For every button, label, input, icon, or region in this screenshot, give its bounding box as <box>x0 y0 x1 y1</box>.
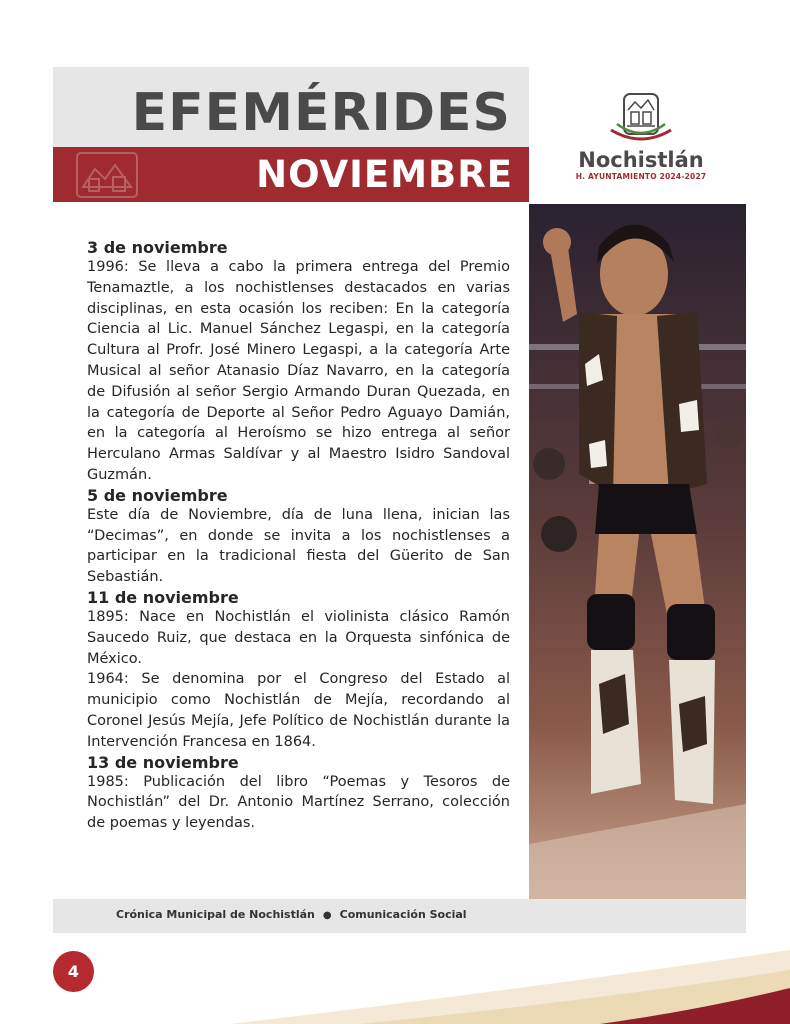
ephemerides-content <box>87 238 510 834</box>
municipal-logo <box>566 90 716 190</box>
entry-date: 3 de noviembre <box>87 238 228 257</box>
page-title: EFEMÉRIDES <box>131 83 511 143</box>
logo-subtitle: H. AYUNTAMIENTO 2024-2027 <box>575 172 707 181</box>
entry-date: 13 de noviembre <box>87 752 239 772</box>
entry-paragraph: 1895: Nace en Nochistlán el violinista clásico Ramón Saucedo Ruiz, que destaca en la Orquesta sinfónica de México. <box>87 608 510 667</box>
page-number: 4 <box>53 951 94 992</box>
decorative-swoosh-icon <box>0 930 790 1024</box>
footer-left-text: Crónica Municipal de Nochistlán <box>116 908 315 921</box>
wrestler-illustration <box>529 204 746 901</box>
entry-date: 11 de noviembre <box>87 587 239 607</box>
entry-paragraph: 1996: Se lleva a cabo la primera entrega del Premio Tenamaztle, a los nochistlenses destacados en varias disciplinas, en esta ocasión los reciben: En la categoría Ciencia al Lic. Manuel Sánchez Legaspi, en la categoría Cultura al Profr. José Minero Legaspi, a la categoría Arte Musical al señor Atanasio Díaz Navarro, en la categoría de Difusión al señor Sergio Armando Duran Quezada, en la categoría de Deporte al Señor Pedro Aguayo Damián, en la categoría al Heroísmo se hizo entrega al señor Herculano Armas Saldívar y al Maestro Isidro Sandoval Guzmán. <box>87 259 510 483</box>
wrestler-photo <box>529 204 746 901</box>
town-watermark-icon <box>75 151 139 199</box>
entry-paragraph: 1985: Publicación del libro “Poemas y Tesoros de Nochistlán” del Dr. Antonio Martínez Serrano, colección de poemas y leyendas. <box>87 773 510 832</box>
entry-date: 5 de noviembre <box>87 485 228 505</box>
page-subtitle: NOVIEMBRE <box>256 153 513 196</box>
footer-bar <box>53 899 746 933</box>
entry-paragraph: 1964: Se denomina por el Congreso del Estado al municipio como Nochistlán de Mejía, recordando al Coronel Jesús Mejía, Jefe Político de Nochistlán durante la Intervención Francesa en 1864. <box>87 671 510 750</box>
footer-right-text: Comunicación Social <box>339 908 467 921</box>
footer-credits <box>116 908 467 921</box>
entry-paragraph: Este día de Noviembre, día de luna llena, inician las “Decimas”, en donde se invita a los nochistlenses a participar en la tradicional fiesta del Güerito de San Sebastián. <box>87 506 510 586</box>
bullet-icon: ● <box>322 910 332 921</box>
coat-of-arms-icon <box>601 90 681 148</box>
subtitle-band <box>53 147 529 202</box>
logo-name: Nochistlán <box>578 148 704 172</box>
